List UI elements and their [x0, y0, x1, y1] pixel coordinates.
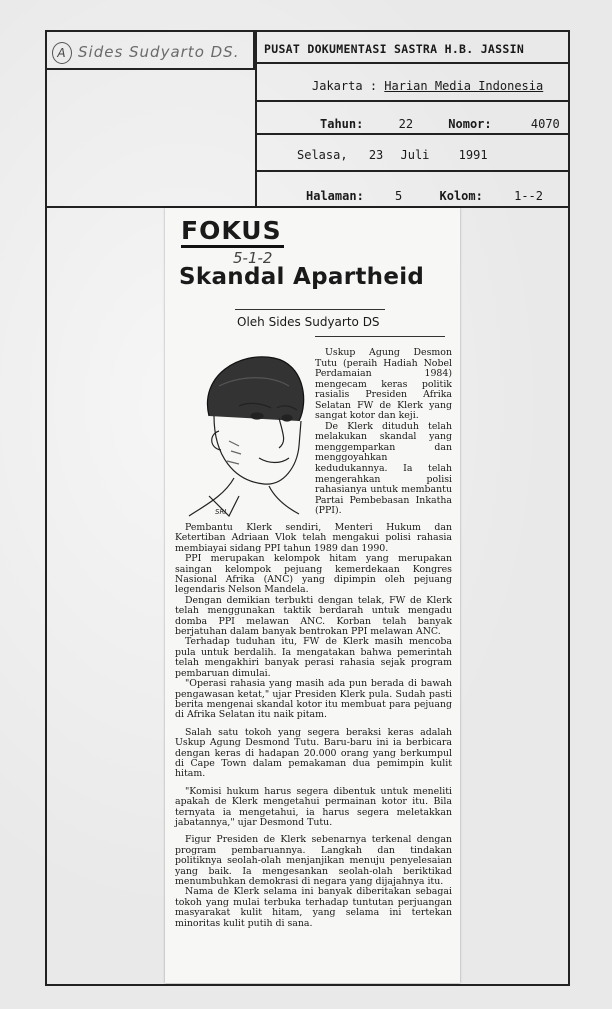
year-label: Tahun:: [320, 117, 364, 131]
source-name: Harian Media Indonesia: [384, 79, 544, 93]
body-paragraph: "Operasi rahasia yang masih ada pun berada di bawah pengawasan ketat," ujar Presiden Klerk pula. Sudah pasti berita mengenai skandal kotor itu membuat para pejuang di Afrika Selatan itu naik pitam.: [175, 678, 452, 721]
portrait-illustration: [179, 346, 311, 524]
date-month: Juli: [400, 148, 430, 162]
byline-rule-top: [235, 309, 385, 310]
intro-column: [315, 348, 452, 517]
body-text: [175, 523, 452, 929]
institution-title: PUSAT DOKUMENTASI SASTRA H.B. JASSIN: [264, 42, 525, 56]
newspaper-clipping: [165, 208, 460, 983]
page-row: [306, 189, 543, 203]
source-separator: :: [369, 79, 378, 93]
handwritten-note: [52, 42, 239, 64]
form-row-line: [255, 170, 570, 172]
body-paragraph: Figur Presiden de Klerk sebenarnya terkenal dengan program pembaruannya. Langkah dan tindakan politiknya seolah-olah menjanjikan menuju penyelesaian yang baik. Ia mengesankan seolah-olah beriktikad menumbuhkan demokrasi di negara yang dijajahnya itu.: [175, 834, 452, 887]
body-paragraph: Salah satu tokoh yang segera beraksi keras adalah Uskup Agung Desmond Tutu. Baru-baru ini ia berbicara dengan keras di hadapan 20.000 orang yang berkumpul di Cape Town dalam pemakaman dua pemimpin kulit hitam.: [175, 726, 452, 780]
intro-paragraph: Uskup Agung Desmon Tutu (peraih Hadiah Nobel Perdamaian 1984) mengecam keras politik rasialis Presiden Afrika Selatan FW de Klerk yang sangat kotor dan keji.: [315, 347, 452, 422]
source-row: [312, 79, 543, 93]
headline: Skandal Apartheid: [179, 264, 425, 290]
date-day: 23: [368, 148, 384, 162]
city: Jakarta: [312, 79, 363, 93]
pencil-note: 5-1-2: [233, 249, 273, 267]
page-label: Halaman:: [306, 189, 364, 203]
column-label: Kolom:: [439, 189, 483, 203]
stamp-letter: A: [52, 42, 72, 64]
number-value: 4070: [530, 117, 560, 131]
day: Selasa,: [297, 148, 348, 162]
page-value: 5: [395, 189, 403, 203]
date-row: [297, 148, 488, 162]
body-paragraph: Nama de Klerk selama ini banyak diberitakan sebagai tokoh yang mulai terbuka terhadap tuntutan perjuangan masyarakat kulit hitam, yang selama ini tertekan minoritas kulit putih di sana.: [175, 886, 452, 929]
body-paragraph: Pembantu Klerk sendiri, Menteri Hukum dan Ketertiban Adriaan Vlok telah mengakui polisi rahasia membiayai sidang PPI tahun 1989 dan 1990.: [175, 522, 452, 554]
section-title: FOKUS: [181, 217, 284, 248]
form-row-line: [255, 62, 570, 64]
body-paragraph: Terhadap tuduhan itu, FW de Klerk masih mencoba pula untuk berdalih. Ia mengatakan bahwa pemerintah telah mengakhiri banyak perasi rahasia sejak program pembaruan dimulai.: [175, 636, 452, 679]
form-row-line: [255, 133, 570, 135]
issue-row: [320, 117, 560, 131]
body-paragraph: Dengan demikian terbukti dengan telak, FW de Klerk telah menggunakan taktik berdarah untuk mengadu domba PPI melawan ANC. Korban telah banyak berjatuhan dalam banyak bentrokan PPI melawan ANC.: [175, 594, 452, 638]
byline-rule-bottom: [315, 336, 445, 337]
body-paragraph: "Komisi hukum harus segera dibentuk untuk meneliti apakah de Klerk mengetahui permainan kotor itu. Bila ternyata ia mengetahui, ia harus segera meletakkan jabatannya," ujar Desmond Tutu.: [175, 785, 452, 828]
column-value: 1--2: [514, 189, 543, 203]
intro-paragraph: De Klerk dituduh telah melakukan skandal yang menggemparkan dan menggoyahkan kedudukannya. Ia telah mengerahkan polisi rahasianya untuk membantu Partai Pembebasan Inkatha (PPI).: [315, 420, 452, 517]
form-row-line: [255, 100, 570, 102]
date-year: 1991: [458, 148, 488, 162]
handwritten-author: Sides Sudyarto DS.: [78, 43, 240, 61]
photo-signature: SRI: [215, 508, 227, 516]
body-paragraph: PPI merupakan kelompok hitam yang merupakan saingan kelompok pejuang kemerdekaan Kongres Nasional Afrika (ANC) yang dipimpin oleh pejuang legendaris Nelson Mandela.: [175, 553, 452, 596]
byline: Oleh Sides Sudyarto DS: [237, 315, 380, 329]
form-divider: [255, 30, 257, 208]
number-label: Nomor:: [448, 117, 492, 131]
year-value: 22: [398, 117, 414, 131]
